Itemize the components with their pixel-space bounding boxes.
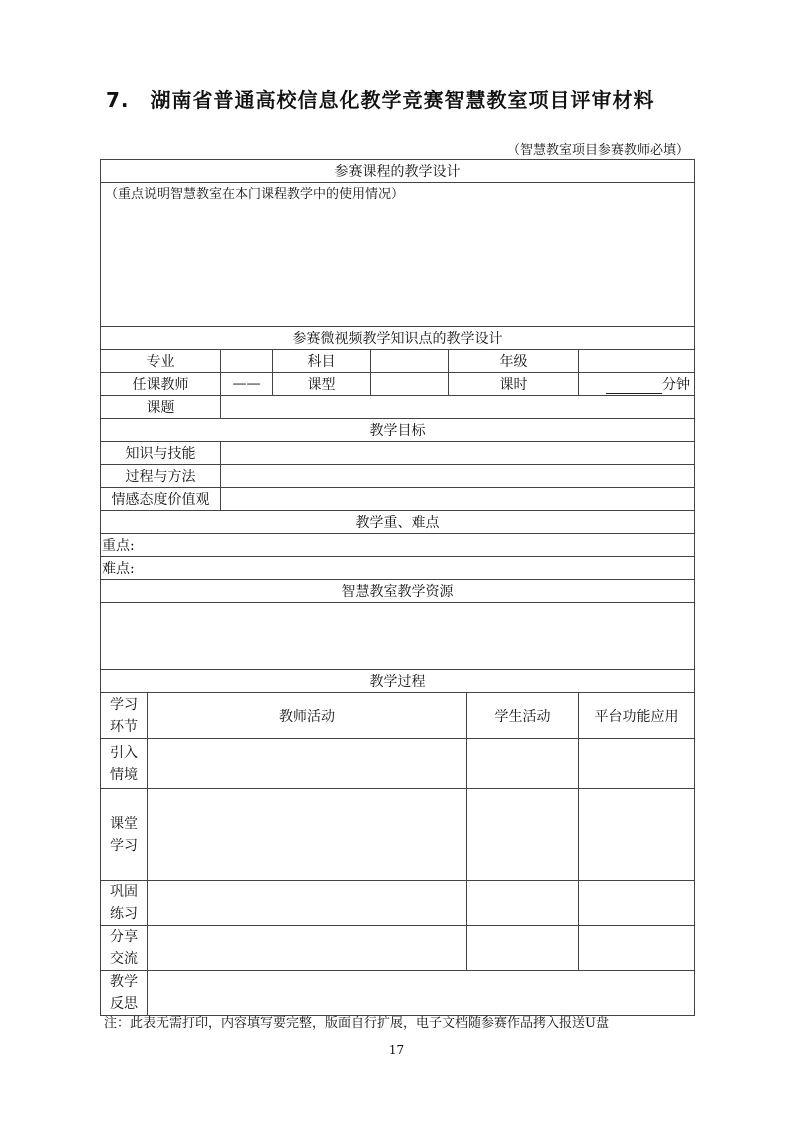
- evaluation-form-table: [100, 159, 695, 1016]
- difficult-point-label: 难点:: [102, 561, 135, 577]
- page-number: 17: [388, 1043, 405, 1057]
- key-point-field[interactable]: [101, 534, 695, 557]
- objective-knowledge-field[interactable]: [221, 442, 695, 465]
- major-field[interactable]: [221, 350, 273, 373]
- stage-intro-student-field[interactable]: [467, 739, 579, 789]
- footnote: 注：此表无需打印，内容填写要完整，版面自行扩展，电子文档随参赛作品拷入报送U盘: [104, 1016, 609, 1031]
- class-hours-label: 课时: [449, 373, 579, 396]
- stage-practice-label: 巩固 练习: [101, 881, 148, 926]
- lesson-type-field[interactable]: [371, 373, 449, 396]
- section-keypoints-header: 教学重、难点: [101, 511, 695, 534]
- objective-attitude-field[interactable]: [221, 488, 695, 511]
- stage-share-platform-field[interactable]: [579, 926, 695, 971]
- stage-reflection-field[interactable]: [148, 971, 695, 1016]
- teacher-label: 任课教师: [101, 373, 221, 396]
- major-label: 专业: [101, 350, 221, 373]
- stage-share-label: 分享 交流: [101, 926, 148, 971]
- grade-field[interactable]: [579, 350, 695, 373]
- stage-share-student-field[interactable]: [467, 926, 579, 971]
- student-activity-header: 学生活动: [467, 693, 579, 739]
- minutes-blank[interactable]: [606, 380, 662, 394]
- stage-intro-teacher-field[interactable]: [148, 739, 467, 789]
- difficult-point-field[interactable]: [101, 557, 695, 580]
- course-design-area[interactable]: [101, 183, 695, 327]
- teacher-field[interactable]: ——: [221, 373, 273, 396]
- stage-column-header: 学习 环节: [101, 693, 148, 739]
- section-resources-header: 智慧教室教学资源: [101, 580, 695, 603]
- stage-practice-platform-field[interactable]: [579, 881, 695, 926]
- document-title: 7. 湖南省普通高校信息化教学竞赛智慧教室项目评审材料: [106, 88, 655, 112]
- grade-label: 年级: [449, 350, 579, 373]
- resources-field[interactable]: [101, 603, 695, 670]
- platform-function-header: 平台功能应用: [579, 693, 695, 739]
- stage-classroom-platform-field[interactable]: [579, 789, 695, 881]
- subject-field[interactable]: [371, 350, 449, 373]
- stage-intro-label: 引入 情境: [101, 739, 148, 789]
- section-process-header: 教学过程: [101, 670, 695, 693]
- subject-label: 科目: [273, 350, 371, 373]
- class-hours-field[interactable]: [579, 373, 695, 396]
- stage-reflection-label: 教学 反思: [101, 971, 148, 1016]
- section-objectives-header: 教学目标: [101, 419, 695, 442]
- fill-requirement-note: （智慧教室项目参赛教师必填）: [506, 143, 689, 158]
- minutes-unit: 分钟: [662, 377, 690, 393]
- topic-field[interactable]: [221, 396, 695, 419]
- objective-attitude-label: 情感态度价值观: [101, 488, 221, 511]
- lesson-type-label: 课型: [273, 373, 371, 396]
- stage-classroom-teacher-field[interactable]: [148, 789, 467, 881]
- objective-process-label: 过程与方法: [101, 465, 221, 488]
- stage-classroom-student-field[interactable]: [467, 789, 579, 881]
- objective-process-field[interactable]: [221, 465, 695, 488]
- key-point-label: 重点:: [102, 538, 135, 554]
- section-course-design-header: 参赛课程的教学设计: [101, 160, 695, 183]
- course-design-hint: （重点说明智慧教室在本门课程教学中的使用情况）: [105, 187, 405, 202]
- stage-intro-platform-field[interactable]: [579, 739, 695, 789]
- stage-share-teacher-field[interactable]: [148, 926, 467, 971]
- topic-label: 课题: [101, 396, 221, 419]
- stage-practice-teacher-field[interactable]: [148, 881, 467, 926]
- stage-practice-student-field[interactable]: [467, 881, 579, 926]
- section-microvideo-header: 参赛微视频教学知识点的教学设计: [101, 327, 695, 350]
- objective-knowledge-label: 知识与技能: [101, 442, 221, 465]
- teacher-activity-header: 教师活动: [148, 693, 467, 739]
- stage-classroom-label: 课堂 学习: [101, 789, 148, 881]
